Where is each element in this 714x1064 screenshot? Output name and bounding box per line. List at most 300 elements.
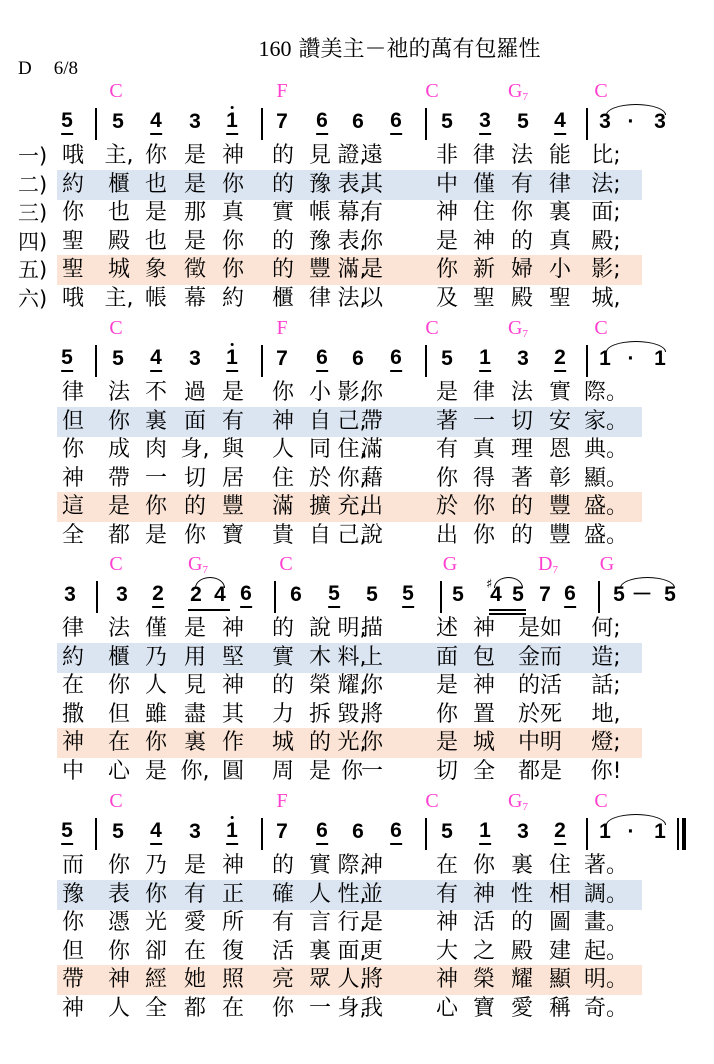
lyric-syllable: 典。 [583, 437, 629, 462]
lyric-syllable: 盛。 [583, 494, 629, 519]
lyric-syllable: 她 [183, 967, 207, 992]
verse-number: 三) [18, 201, 48, 225]
lyric-syllable: 神 [472, 881, 496, 907]
lyric-syllable: 你 [144, 143, 168, 168]
chord-symbol [443, 553, 457, 576]
jianpu-note: 6 [240, 583, 252, 608]
jianpu-note: 3 [599, 110, 611, 133]
lyric-syllable: 律 [308, 285, 332, 311]
jianpu-note: 5 [112, 347, 124, 370]
lyric-syllable: 神 [221, 616, 245, 641]
lyric-syllable: 正 [221, 881, 245, 907]
chord-symbol [538, 553, 558, 576]
lyric-syllable: 盡 [183, 701, 207, 727]
jianpu-note: 4 [150, 347, 162, 372]
lyric-syllable: 是 [183, 228, 207, 254]
lyric-syllable: 是 [221, 380, 245, 405]
lyric-syllable: 你! [590, 758, 622, 784]
lyric-syllable: 徵 [183, 257, 207, 282]
jianpu-note: 2 [554, 347, 566, 372]
lyric-syllable: 殿 [510, 285, 534, 311]
jianpu-note: 6 [390, 820, 402, 845]
lyric-syllable: 說 [308, 616, 332, 641]
chord-extension: 7 [522, 91, 528, 103]
bar-line [425, 345, 427, 377]
lyric-syllable: 法 [510, 143, 534, 168]
lyric-syllable: 的 [510, 522, 534, 548]
lyric-syllable: 是 [360, 257, 384, 282]
lyric-syllable: 切 [510, 408, 534, 434]
jianpu-note: 5 [441, 347, 453, 370]
lyric-line [0, 379, 714, 407]
sharp-sign: ♯ [486, 577, 493, 592]
lyric-syllable: 人 [271, 437, 295, 462]
lyric-syllable: 於死 [517, 701, 563, 727]
hymn-title [0, 32, 714, 63]
lyric-syllable: 居 [221, 465, 245, 491]
lyric-syllable: 活 [472, 910, 496, 935]
chord-symbol [425, 317, 438, 340]
jianpu-note: 5 [61, 110, 73, 135]
lyric-syllable: 在 [435, 853, 459, 878]
lyric-syllable: 力 [271, 701, 295, 727]
chord-extension: 7 [552, 564, 558, 576]
chord-extension: 7 [522, 801, 528, 813]
lyric-syllable: 神 [472, 673, 496, 698]
lyric-syllable: 你 [221, 257, 245, 282]
chord-name: D [538, 553, 553, 575]
lyric-syllable: 將 [360, 701, 384, 727]
lyric-syllable: 在 [183, 938, 207, 964]
lyric-syllable: 表, [337, 228, 367, 254]
lyric-syllable: 是 [144, 522, 168, 548]
lyric-syllable: 你, [337, 465, 367, 491]
lyric-syllable: 眾 [308, 967, 332, 992]
lyric-syllable: 的 [271, 257, 295, 282]
lyric-syllable: 而 [61, 853, 85, 878]
lyric-syllable: 述 [435, 616, 459, 641]
lyric-syllable: 起。 [583, 938, 629, 964]
lyric-syllable: 主, [104, 143, 134, 168]
lyric-syllable: 是 [183, 143, 207, 168]
lyric-syllable: 約 [221, 285, 245, 311]
chord-name: G [508, 317, 523, 339]
chord-name: G [188, 553, 203, 575]
jianpu-note: 5 [512, 583, 524, 606]
lyric-syllable: 但 [61, 408, 85, 434]
lyric-line [0, 938, 714, 966]
lyric-syllable: 實 [548, 380, 572, 405]
lyric-syllable: 建 [548, 938, 572, 964]
tie-slur [195, 577, 225, 588]
lyric-syllable: 小 [548, 257, 572, 282]
lyric-syllable: 的 [510, 910, 534, 935]
verse-number: 二) [18, 172, 48, 197]
lyric-syllable: 出 [360, 494, 384, 519]
lyric-syllable: 你 [221, 228, 245, 254]
chord-symbol [109, 553, 122, 576]
lyric-syllable: 你 [360, 228, 384, 254]
lyric-syllable: 人 [144, 673, 168, 698]
lyric-syllable: 神 [435, 910, 459, 935]
lyric-syllable: 非 [435, 143, 459, 168]
lyric-syllable: 有 [510, 171, 534, 197]
lyric-syllable: 肉 [144, 437, 168, 462]
lyric-line [0, 465, 714, 493]
chord-symbol [508, 317, 528, 340]
lyric-syllable: 哦 [61, 143, 85, 168]
jianpu-note: 6 [352, 110, 364, 133]
lyric-syllable: 心 [107, 758, 131, 784]
lyric-syllable: 表 [107, 881, 131, 907]
tie-slur [606, 814, 666, 825]
lyric-syllable: 豐 [221, 494, 245, 519]
lyric-syllable: 裏 [144, 408, 168, 434]
jianpu-note: 2 [190, 583, 202, 606]
lyric-syllable: 你 [144, 730, 168, 755]
lyric-syllable: 性 [510, 881, 534, 907]
jianpu-note: · [627, 347, 635, 370]
lyric-syllable: 中 [435, 171, 459, 197]
bar-line [261, 345, 263, 377]
bar-line [96, 581, 98, 613]
lyric-syllable: 榮 [472, 967, 496, 992]
lyric-syllable: 是 [435, 228, 459, 254]
lyric-syllable: 神 [107, 967, 131, 992]
lyric-syllable: 聖 [61, 257, 85, 282]
lyric-syllable: 在 [221, 995, 245, 1021]
lyric-syllable: 但 [61, 938, 85, 964]
lyric-syllable: 比; [591, 143, 621, 168]
lyric-line [0, 256, 714, 284]
lyric-line [0, 493, 714, 521]
lyric-syllable: 耀 [510, 967, 534, 992]
bar-line [598, 581, 600, 613]
lyric-syllable: 有 [271, 910, 295, 935]
chord-symbol [276, 317, 287, 340]
lyric-syllable: 法; [591, 171, 621, 197]
lyric-syllable: 著 [435, 408, 459, 434]
lyric-syllable: 理 [510, 437, 534, 462]
lyric-syllable: 你 [271, 380, 295, 405]
lyric-syllable: 主, [104, 285, 134, 311]
jianpu-note: 7 [539, 583, 551, 606]
tie-slur [606, 341, 666, 352]
lyric-syllable: 這 [61, 494, 85, 519]
lyric-syllable: 那 [183, 200, 207, 225]
jianpu-note: 1 [654, 347, 666, 370]
lyric-syllable: 都 [107, 522, 131, 548]
lyric-syllable: 顯 [548, 967, 572, 992]
lyric-syllable: 圓 [221, 758, 245, 784]
lyric-line [0, 672, 714, 700]
lyric-syllable: 法, [337, 285, 367, 311]
lyric-syllable: 滿, [337, 257, 367, 282]
chord-name: C [109, 80, 123, 102]
lyric-syllable: 心 [435, 995, 459, 1021]
lyric-syllable: 有 [183, 881, 207, 907]
lyric-line [0, 644, 714, 672]
lyric-syllable: 堅 [221, 644, 245, 670]
lyric-syllable: 豐 [548, 494, 572, 519]
lyric-syllable: 在 [107, 730, 131, 755]
lyric-syllable: 你 [61, 437, 85, 462]
lyric-syllable: 但 [107, 701, 131, 727]
jianpu-note: 5 [613, 583, 625, 606]
jianpu-note: 6 [316, 110, 328, 135]
bar-line [586, 345, 588, 377]
lyric-syllable: 是如 [517, 616, 563, 641]
lyric-syllable: 遠 [360, 143, 384, 168]
jianpu-note: 5 [61, 347, 73, 372]
lyric-syllable: 的 [271, 171, 295, 197]
lyric-syllable: 實 [271, 644, 295, 670]
lyric-syllable: 作 [221, 730, 245, 755]
jianpu-note: 1 [599, 820, 611, 843]
lyric-syllable: 話; [591, 673, 621, 698]
lyric-syllable: 同 [308, 437, 332, 462]
jianpu-note: 3 [189, 820, 201, 843]
lyric-syllable: 象 [144, 257, 168, 282]
jianpu-note: 5 [328, 583, 340, 608]
jianpu-note: 1 [226, 110, 238, 135]
lyric-syllable: 僅 [472, 171, 496, 197]
chord-symbol [508, 790, 528, 813]
lyric-syllable: 也 [144, 171, 168, 197]
jianpu-note: · [627, 820, 635, 843]
lyric-syllable: 的 [271, 673, 295, 698]
lyric-syllable: 際。 [583, 380, 629, 405]
jianpu-note: 1 [654, 820, 666, 843]
chord-name: C [594, 80, 608, 102]
lyric-syllable: 殿 [510, 938, 534, 964]
jianpu-note: 3 [189, 110, 201, 133]
lyric-line [0, 881, 714, 909]
lyric-syllable: 中明 [517, 730, 563, 755]
lyric-line [0, 199, 714, 227]
lyric-syllable: 調。 [583, 881, 629, 907]
lyric-syllable: 真 [221, 200, 245, 225]
lyric-syllable: 你, [180, 758, 210, 784]
lyric-syllable: 的 [183, 494, 207, 519]
lyric-syllable: 及 [435, 285, 459, 311]
lyric-syllable: 律 [61, 380, 85, 405]
lyric-syllable: 一 [144, 465, 168, 491]
lyric-syllable: 法 [107, 380, 131, 405]
lyric-syllable: 是 [183, 616, 207, 641]
lyric-syllable: 豫 [308, 171, 332, 197]
lyric-syllable: 置 [472, 701, 496, 727]
jianpu-note: 6 [564, 583, 576, 608]
jianpu-note: 7 [276, 110, 288, 133]
verse-number: 六) [18, 286, 48, 311]
lyric-syllable: 其 [360, 171, 384, 197]
bar-line [261, 108, 263, 140]
lyric-syllable: 造; [591, 644, 621, 670]
verse-number: 五) [18, 258, 48, 282]
lyric-syllable: 周 [271, 758, 295, 784]
lyric-syllable: 有 [435, 437, 459, 462]
lyric-syllable: 神 [472, 228, 496, 254]
bar-line [425, 108, 427, 140]
high-octave-dot [231, 343, 234, 346]
jianpu-note: 5 [366, 583, 378, 606]
lyric-syllable: 畫。 [583, 910, 629, 935]
lyric-syllable: 殿; [591, 228, 621, 254]
tie-slur [606, 104, 666, 115]
jianpu-note: 5 [112, 820, 124, 843]
lyric-syllable: 我 [360, 995, 384, 1021]
lyric-syllable: 所 [221, 910, 245, 935]
lyric-syllable: 面, [337, 938, 367, 964]
chord-name: C [425, 790, 439, 812]
lyric-syllable: 城 [472, 730, 496, 755]
lyric-syllable: 神 [360, 853, 384, 878]
lyric-syllable: 豐 [548, 522, 572, 548]
lyric-syllable: 律 [61, 616, 85, 641]
jianpu-note: 6 [352, 820, 364, 843]
lyric-syllable: 包 [472, 644, 496, 670]
lyric-syllable: 身, [180, 437, 210, 462]
lyric-syllable: 也 [107, 200, 131, 225]
lyric-syllable: 實 [271, 200, 295, 225]
jianpu-note: 3 [654, 110, 666, 133]
lyric-syllable: 櫃 [107, 644, 131, 670]
lyric-syllable: 以 [360, 285, 384, 311]
bar-line [95, 345, 97, 377]
lyric-syllable: 你 [107, 408, 131, 434]
lyric-syllable: 憑 [107, 910, 131, 935]
lyric-syllable: 是 [183, 853, 207, 878]
lyric-syllable: 的活 [517, 673, 563, 698]
chord-name: C [594, 317, 608, 339]
beam-underline [489, 609, 526, 611]
lyric-syllable: 的 [271, 853, 295, 878]
chord-symbol [109, 317, 122, 340]
bar-line [95, 818, 97, 850]
lyric-syllable: 豐 [308, 257, 332, 282]
lyric-syllable: 殿 [107, 228, 131, 254]
lyric-syllable: 雖 [144, 701, 168, 727]
time-signature: 6/8 [53, 58, 79, 79]
key-signature: D [18, 58, 32, 79]
lyric-syllable: 表, [337, 171, 367, 197]
lyric-syllable: 上 [360, 644, 384, 670]
bar-line [586, 818, 588, 850]
lyric-syllable: 其 [221, 701, 245, 727]
lyric-syllable: 的 [271, 616, 295, 641]
lyric-syllable: 更 [360, 938, 384, 964]
chord-symbol [594, 317, 607, 340]
tie-slur [620, 577, 675, 588]
lyric-syllable: 耀, [337, 673, 367, 698]
jianpu-note: 7 [276, 820, 288, 843]
lyric-syllable: 用 [183, 644, 207, 670]
lyric-syllable: 全 [144, 995, 168, 1021]
lyric-syllable: 你 [472, 522, 496, 548]
chord-symbol [600, 553, 614, 576]
chord-symbol [276, 80, 287, 103]
lyric-syllable: 將 [360, 967, 384, 992]
chord-name: G [508, 80, 523, 102]
lyric-syllable: 你 [107, 938, 131, 964]
lyric-syllable: 見 [183, 673, 207, 698]
lyric-syllable: 稱 [548, 995, 572, 1021]
lyric-syllable: 神 [221, 673, 245, 698]
bar-line [274, 581, 276, 613]
chord-name: C [109, 790, 123, 812]
lyric-syllable: 描 [360, 616, 384, 641]
lyric-syllable: 神 [221, 143, 245, 168]
chord-name: C [279, 553, 293, 575]
lyric-syllable: 寶 [472, 995, 496, 1021]
jianpu-note: 4 [490, 583, 502, 606]
lyric-syllable: 是 [308, 758, 332, 784]
verse-number: 一) [18, 144, 48, 168]
lyric-syllable: 裏 [308, 938, 332, 964]
lyric-syllable: 擴 [308, 494, 332, 519]
lyric-syllable: 影; [591, 257, 621, 282]
lyric-syllable: 你 [144, 494, 168, 519]
lyric-syllable: 聖 [548, 285, 572, 311]
lyric-syllable: 是 [435, 730, 459, 755]
jianpu-note: 1 [479, 347, 491, 372]
lyric-syllable: 明。 [583, 967, 629, 992]
lyric-line [0, 142, 714, 170]
lyric-syllable: 約 [61, 171, 85, 197]
chord-name: G [508, 790, 523, 812]
lyric-syllable: 你 [435, 465, 459, 491]
lyric-syllable: 住 [271, 465, 295, 491]
jianpu-note: － [631, 583, 653, 606]
lyric-syllable: 的 [510, 228, 534, 254]
lyric-syllable: 乃 [144, 853, 168, 878]
chord-symbol [594, 80, 607, 103]
lyric-syllable: 安 [548, 408, 572, 434]
lyric-syllable: 法 [107, 616, 131, 641]
lyric-syllable: 你 [61, 200, 85, 225]
lyric-syllable: 己, [337, 522, 367, 548]
lyric-syllable: 真 [472, 437, 496, 462]
lyric-syllable: 行, [337, 910, 367, 935]
lyric-syllable: 是 [144, 758, 168, 784]
chord-symbol [594, 790, 607, 813]
jianpu-note: 6 [390, 110, 402, 135]
lyric-syllable: 復 [221, 938, 245, 964]
lyric-line [0, 966, 714, 994]
lyric-line [0, 852, 714, 880]
lyric-syllable: 並 [360, 881, 384, 907]
lyric-syllable: 帳 [144, 285, 168, 311]
jianpu-note: · [627, 110, 635, 133]
lyric-syllable: 都 [183, 995, 207, 1021]
chord-symbol [508, 80, 528, 103]
lyric-syllable: 充, [337, 494, 367, 519]
lyric-syllable: 中 [61, 758, 85, 784]
lyric-syllable: 你 [510, 200, 534, 225]
lyric-syllable: 燈; [591, 730, 621, 755]
jianpu-note: 5 [112, 110, 124, 133]
lyric-syllable: 也 [144, 228, 168, 254]
lyric-syllable: 帶 [61, 967, 85, 992]
lyric-syllable: 有 [221, 408, 245, 434]
lyric-syllable: 見 [308, 143, 332, 168]
lyric-syllable: 料, [337, 644, 367, 670]
lyric-syllable: 是 [435, 673, 459, 698]
chord-extension: 7 [202, 564, 208, 576]
lyric-syllable: 城 [107, 257, 131, 282]
lyric-syllable: 你 [61, 910, 85, 935]
